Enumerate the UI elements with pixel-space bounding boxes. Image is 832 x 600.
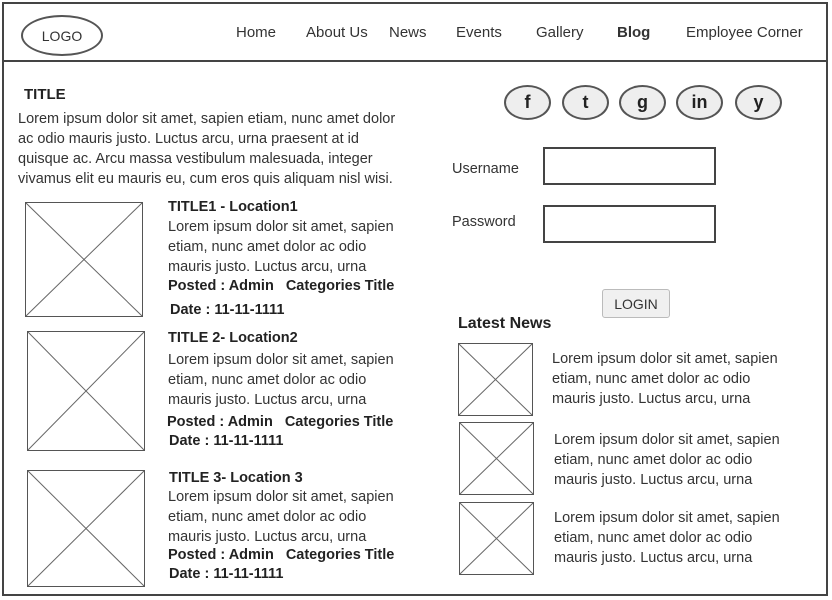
post-meta bbox=[168, 278, 394, 294]
social-letter: t bbox=[582, 92, 589, 112]
latest-news-heading: Latest News bbox=[458, 315, 552, 332]
login-button[interactable]: LOGIN bbox=[602, 289, 670, 318]
password-field[interactable] bbox=[543, 205, 716, 243]
image-placeholder-icon bbox=[460, 423, 533, 494]
username-input[interactable] bbox=[545, 149, 714, 183]
social-letter: in bbox=[691, 92, 708, 112]
social-letter: y bbox=[753, 92, 764, 112]
image-placeholder-icon bbox=[459, 344, 532, 415]
news-item-text[interactable]: Lorem ipsum dolor sit amet, sapien etiam, nunc amet dolor ac odio mauris justo. Luctus arcu, urna bbox=[554, 510, 780, 566]
nav-gallery[interactable]: Gallery bbox=[536, 24, 584, 41]
post-meta bbox=[168, 547, 394, 563]
news-item-text[interactable]: Lorem ipsum dolor sit amet, sapien etiam, nunc amet dolor ac odio mauris justo. Luctus arcu, urna bbox=[554, 432, 780, 488]
nav-employee-corner[interactable]: Employee Corner bbox=[686, 24, 803, 41]
post-excerpt: Lorem ipsum dolor sit amet, sapien etiam, nunc amet dolor ac odio mauris justo. Luctus arcu, urna bbox=[168, 219, 394, 275]
post-title[interactable]: TITLE 3- Location 3 bbox=[169, 470, 303, 486]
username-field[interactable] bbox=[543, 147, 716, 185]
image-placeholder-icon bbox=[28, 471, 144, 586]
twitter-icon[interactable] bbox=[562, 85, 609, 120]
post-categories[interactable]: Categories Title bbox=[285, 278, 395, 294]
post-title[interactable]: TITLE 2- Location2 bbox=[168, 330, 298, 346]
post-author: Posted : Admin bbox=[168, 278, 274, 294]
post-date: Date : 11-11-1111 bbox=[169, 433, 284, 449]
nav-about-us[interactable]: About Us bbox=[306, 24, 368, 41]
post-author: Posted : Admin bbox=[168, 547, 274, 563]
post-excerpt: Lorem ipsum dolor sit amet, sapien etiam, nunc amet dolor ac odio mauris justo. Luctus arcu, urna bbox=[168, 352, 394, 408]
nav-home[interactable]: Home bbox=[236, 24, 277, 41]
post-categories[interactable]: Categories Title bbox=[285, 547, 395, 563]
youtube-icon[interactable] bbox=[735, 85, 782, 120]
image-placeholder-icon bbox=[460, 503, 533, 574]
page-title: TITLE bbox=[24, 86, 66, 103]
image-placeholder-icon bbox=[28, 332, 144, 450]
news-image[interactable] bbox=[459, 422, 534, 495]
social-letter: g bbox=[637, 92, 648, 112]
username-label: Username bbox=[452, 161, 519, 177]
social-letter: f bbox=[524, 92, 531, 112]
password-input[interactable] bbox=[545, 207, 714, 241]
post-categories[interactable]: Categories Title bbox=[284, 414, 394, 430]
news-image[interactable] bbox=[459, 502, 534, 575]
post-title[interactable]: TITLE1 - Location1 bbox=[168, 199, 298, 215]
post-image[interactable] bbox=[27, 331, 145, 451]
post-excerpt: Lorem ipsum dolor sit amet, sapien etiam, nunc amet dolor ac odio mauris justo. Luctus arcu, urna bbox=[168, 489, 394, 545]
post-author: Posted : Admin bbox=[167, 414, 273, 430]
news-image[interactable] bbox=[458, 343, 533, 416]
news-item-text[interactable]: Lorem ipsum dolor sit amet, sapien etiam, nunc amet dolor ac odio mauris justo. Luctus arcu, urna bbox=[552, 351, 778, 407]
facebook-icon[interactable] bbox=[504, 85, 551, 120]
nav-blog[interactable]: Blog bbox=[617, 24, 651, 41]
linkedin-icon[interactable] bbox=[676, 85, 723, 120]
nav-news[interactable]: News bbox=[389, 24, 427, 41]
image-placeholder-icon bbox=[26, 203, 142, 316]
password-label: Password bbox=[452, 214, 516, 230]
nav-events[interactable]: Events bbox=[456, 24, 502, 41]
post-meta bbox=[167, 414, 393, 430]
post-image[interactable] bbox=[25, 202, 143, 317]
header-divider bbox=[2, 60, 828, 62]
google-icon[interactable] bbox=[619, 85, 666, 120]
post-date: Date : 11-11-1111 bbox=[169, 566, 284, 582]
logo-text: LOGO bbox=[41, 27, 83, 44]
logo[interactable] bbox=[21, 15, 103, 56]
post-date: Date : 11-11-1111 bbox=[170, 302, 285, 318]
post-image[interactable] bbox=[27, 470, 145, 587]
intro-paragraph: Lorem ipsum dolor sit amet, sapien etiam, nunc amet dolor ac odio mauris justo. Luctus arcu, urna praesent at id quisque ac. Arcu massa vestibulum malesuada, integer vivamus elit eu mauris eu, cum eros quis aliquam nisl wisi. bbox=[18, 111, 396, 187]
